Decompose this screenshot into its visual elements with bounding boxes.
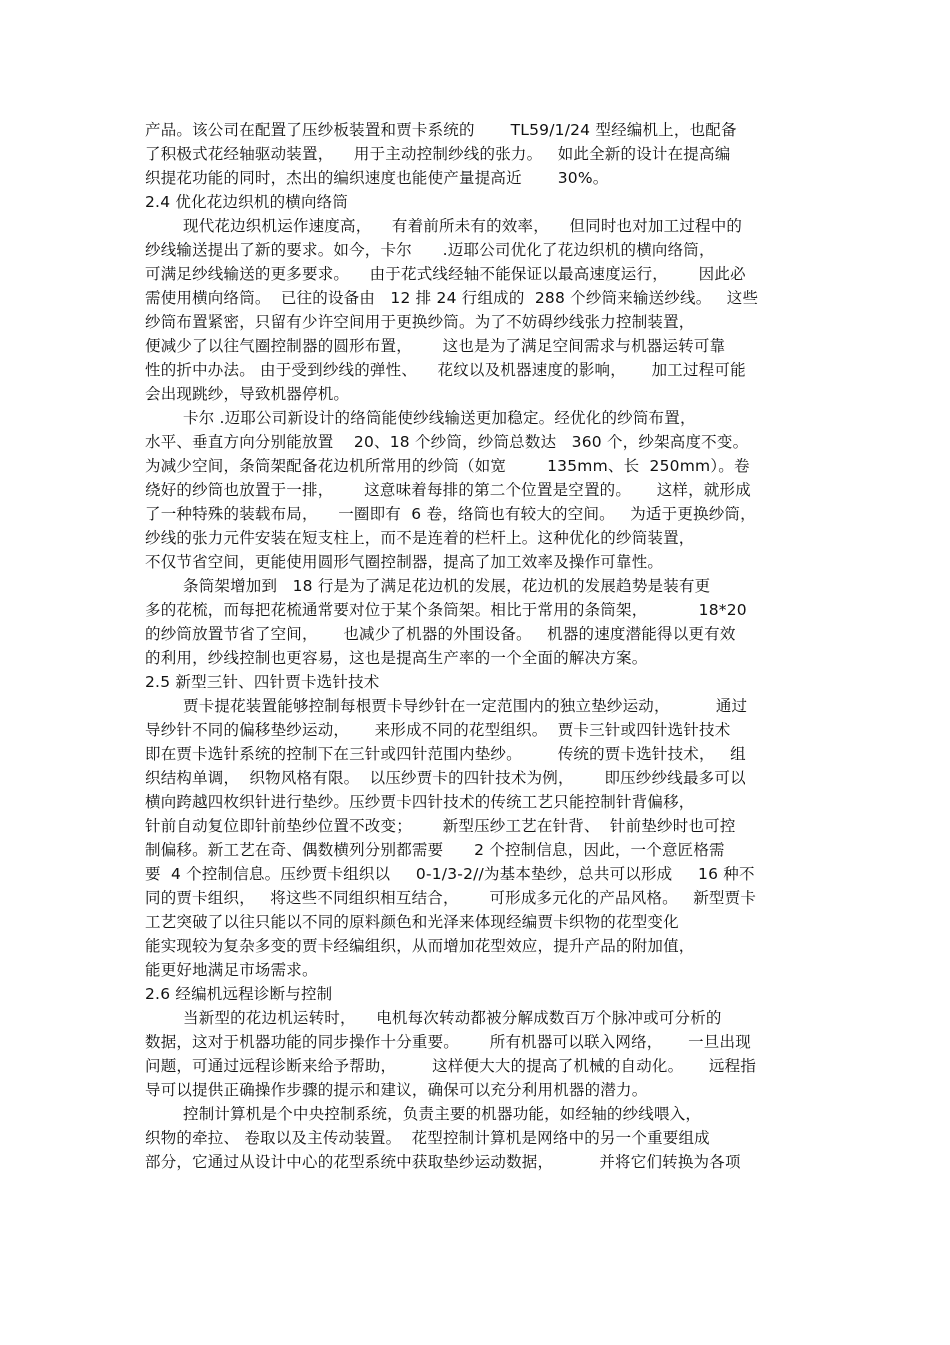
text-line: 导纱针不同的偏移垫纱运动， 来形成不同的花型组织。 贾卡三针或四针选针技术	[145, 721, 731, 739]
text-line: 针前自动复位即针前垫纱位置不改变； 新型压纱工艺在针背、 针前垫纱时也可控	[145, 817, 736, 835]
text-line: 控制计算机是个中央控制系统，负责主要的机器功能，如经轴的纱线喂入，	[183, 1105, 702, 1123]
text-line: 横向跨越四枚织针进行垫纱。压纱贾卡四针技术的传统工艺只能控制针背偏移，	[145, 793, 695, 811]
text-line: 为减少空间，条筒架配备花边机所常用的纱筒（如宽 135mm、长 250mm）。卷	[145, 457, 750, 475]
text-line: 水平、垂直方向分别能放置 20、18 个纱筒，纱筒总数达 360 个，纱架高度不变。	[145, 433, 749, 451]
text-line: 导可以提供正确操作步骤的提示和建议，确保可以充分利用机器的潜力。	[145, 1081, 648, 1099]
text-line: 了积极式花经轴驱动装置， 用于主动控制纱线的张力。 如此全新的设计在提高编	[145, 145, 731, 163]
text-line: 织结构单调， 织物风格有限。 以压纱贾卡的四针技术为例， 即压纱纱线最多可以	[145, 769, 746, 787]
text-line: 会出现跳纱，导致机器停机。	[145, 385, 350, 403]
text-line: 绕好的纱筒也放置于一排， 这意味着每排的第二个位置是空置的。 这样，就形成	[145, 481, 751, 499]
text-line: 便减少了以往气圈控制器的圆形布置， 这也是为了满足空间需求与机器运转可靠	[145, 337, 726, 355]
text-line: 同的贾卡组织， 将这些不同组织相互结合， 可形成多元化的产品风格。 新型贾卡	[145, 889, 757, 907]
text-line: 需使用横向络筒。 已往的设备由 12 排 24 行组成的 288 个纱筒来输送纱线。 这些	[145, 289, 759, 307]
text-line: 卡尔 .迈耶公司新设计的络筒能使纱线输送更加稳定。经优化的纱筒布置，	[183, 409, 696, 427]
text-line: 条筒架增加到 18 行是为了满足花边机的发展，花边机的发展趋势是装有更	[183, 577, 711, 595]
text-line: 能更好地满足市场需求。	[145, 961, 318, 979]
text-line: 要 4 个控制信息。压纱贾卡组织以 0-1/3-2//为基本垫纱，总共可以形成 16 种不	[145, 865, 755, 883]
text-line: 数据，这对于机器功能的同步操作十分重要。 所有机器可以联入网络， 一旦出现	[145, 1033, 751, 1051]
text-line: 不仅节省空间，更能使用圆形气圈控制器，提高了加工效率及操作可靠性。	[145, 553, 664, 571]
text-line: 的利用，纱线控制也更容易，这也是提高生产率的一个全面的解决方案。	[145, 649, 648, 667]
text-line: 可满足纱线输送的更多要求。 由于花式线经轴不能保证以最高速度运行， 因此必	[145, 265, 746, 283]
text-line: 纱筒布置紧密，只留有少许空间用于更换纱筒。为了不妨碍纱线张力控制装置，	[145, 313, 695, 331]
text-line: 现代花边织机运作速度高， 有着前所未有的效率， 但同时也对加工过程中的	[183, 217, 743, 235]
text-line: 贾卡提花装置能够控制每根贾卡导纱针在一定范围内的独立垫纱运动， 通过	[183, 697, 748, 715]
text-line: 制偏移。新工艺在奇、偶数横列分别都需要 2 个控制信息，因此，一个意匠格需	[145, 841, 725, 859]
text-line: 纱线的张力元件安装在短支柱上，而不是连着的栏杆上。这种优化的纱筒装置，	[145, 529, 695, 547]
text-line: 织提花功能的同时，杰出的编织速度也能使产量提高近 30%。	[145, 169, 609, 187]
text-line: 产品。该公司在配置了压纱板装置和贾卡系统的 TL59/1/24 型经编机上，也配备	[145, 121, 737, 139]
text-line: 性的折中办法。 由于受到纱线的弹性、 花纹以及机器速度的影响， 加工过程可能	[145, 361, 746, 379]
text-line: 当新型的花边机运转时， 电机每次转动都被分解成数百万个脉冲或可分析的	[183, 1009, 722, 1027]
text-line: 部分，它通过从设计中心的花型系统中获取垫纱运动数据， 并将它们转换为各项	[145, 1153, 741, 1171]
text-line: 即在贾卡选针系统的控制下在三针或四针范围内垫纱。 传统的贾卡选针技术， 组	[145, 745, 746, 763]
text-line: 能实现较为复杂多变的贾卡经编组织，从而增加花型效应，提升产品的附加值，	[145, 937, 695, 955]
section-heading: 2.5 新型三针、四针贾卡选针技术	[145, 673, 380, 691]
text-line: 织物的牵拉、 卷取以及主传动装置。 花型控制计算机是网络中的另一个重要组成	[145, 1129, 710, 1147]
text-line: 纱线输送提出了新的要求。如今，卡尔 .迈耶公司优化了花边织机的横向络筒，	[145, 241, 715, 259]
text-line: 了一种特殊的装载布局， 一圈即有 6 卷，络筒也有较大的空间。 为适于更换纱筒，	[145, 505, 756, 523]
text-line: 的纱筒放置节省了空间， 也减少了机器的外围设备。 机器的速度潜能得以更有效	[145, 625, 736, 643]
text-line: 多的花梳，而每把花梳通常要对位于某个条筒架。相比于常用的条筒架， 18*20	[145, 601, 747, 619]
section-heading: 2.4 优化花边织机的横向络筒	[145, 193, 349, 211]
section-heading: 2.6 经编机远程诊断与控制	[145, 985, 333, 1003]
text-line: 问题，可通过远程诊断来给予帮助， 这样便大大的提高了机械的自动化。 远程指	[145, 1057, 757, 1075]
text-line: 工艺突破了以往只能以不同的原料颜色和光泽来体现经编贾卡织物的花型变化	[145, 913, 679, 931]
